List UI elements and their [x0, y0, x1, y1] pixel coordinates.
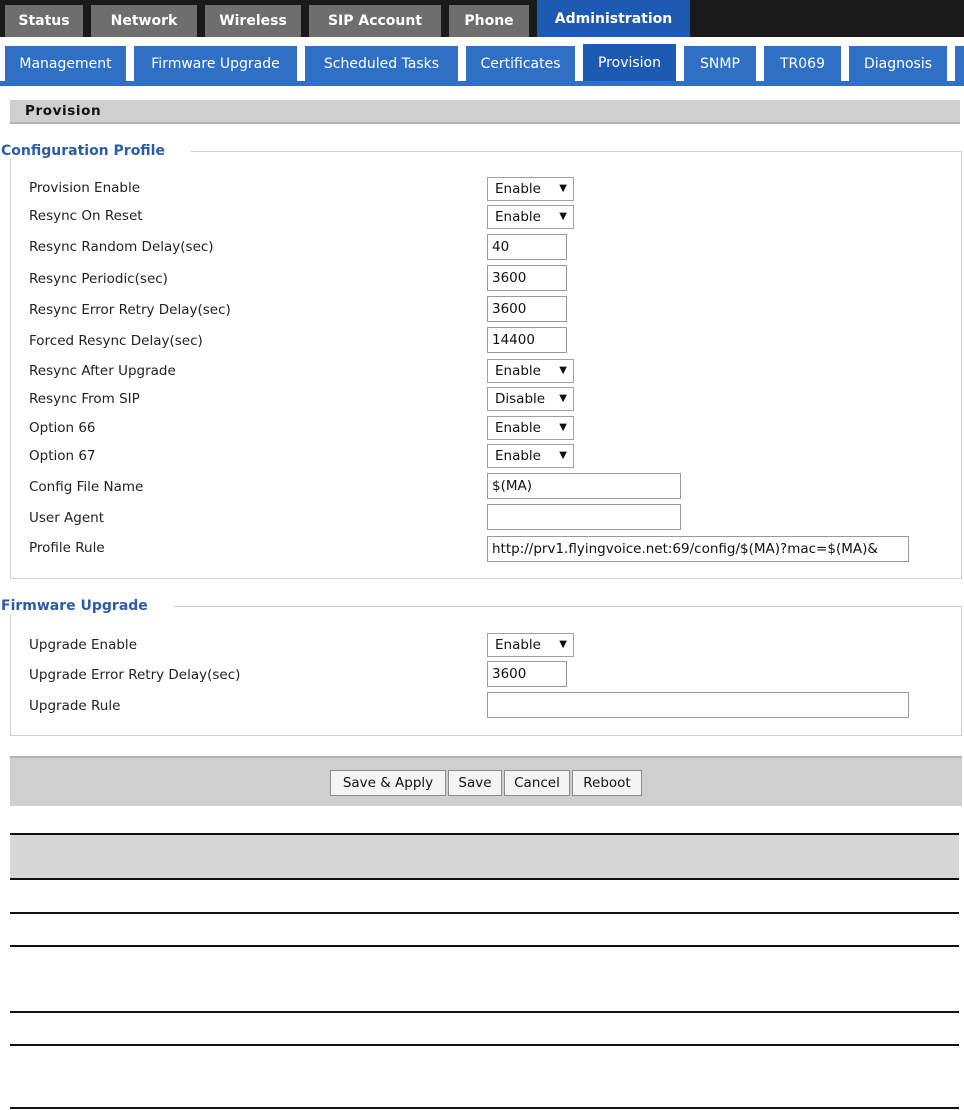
tab-phone[interactable]: Phone	[449, 5, 529, 37]
resync-error-retry-delay-input[interactable]: 3600	[487, 296, 567, 322]
upgrade-enable-label: Upgrade Enable	[29, 637, 137, 653]
user-agent-label: User Agent	[29, 510, 105, 526]
chevron-down-icon: ▼	[559, 393, 567, 404]
tab-wireless[interactable]: Wireless	[205, 5, 301, 37]
table-divider	[10, 1011, 959, 1013]
resync-random-delay-label: Resync Random Delay(sec)	[29, 239, 214, 255]
resync-on-reset-select[interactable]: Enable ▼	[487, 205, 574, 229]
upgrade-enable-select[interactable]: Enable ▼	[487, 633, 574, 657]
top-nav-bar	[0, 0, 964, 37]
tab-network[interactable]: Network	[91, 5, 197, 37]
upgrade-error-retry-delay-input[interactable]: 3600	[487, 661, 567, 687]
action-button-bar	[10, 756, 962, 806]
sub-nav-underline	[0, 81, 964, 86]
table-divider	[10, 1044, 959, 1046]
tab-status[interactable]: Status	[5, 5, 83, 37]
table-divider	[10, 945, 959, 947]
forced-resync-delay-label: Forced Resync Delay(sec)	[29, 333, 203, 349]
table-header-row	[10, 835, 959, 879]
resync-error-retry-delay-label: Resync Error Retry Delay(sec)	[29, 302, 231, 318]
config-file-name-input[interactable]: $(MA)	[487, 473, 681, 499]
table-divider	[10, 1107, 959, 1109]
option-67-label: Option 67	[29, 448, 96, 464]
resync-after-upgrade-label: Resync After Upgrade	[29, 363, 176, 379]
subtab-tr069[interactable]: TR069	[764, 46, 841, 81]
chevron-down-icon: ▼	[559, 211, 567, 222]
table-divider	[10, 878, 959, 880]
save-apply-button[interactable]: Save & Apply	[330, 770, 446, 796]
chevron-down-icon: ▼	[559, 639, 567, 650]
provision-enable-label: Provision Enable	[29, 180, 141, 196]
chevron-down-icon: ▼	[559, 422, 567, 433]
cancel-button[interactable]: Cancel	[504, 770, 570, 796]
tab-administration[interactable]: Administration	[537, 0, 690, 37]
subtab-scheduled-tasks[interactable]: Scheduled Tasks	[305, 46, 458, 81]
resync-after-upgrade-select[interactable]: Enable ▼	[487, 359, 574, 383]
tab-sip-account[interactable]: SIP Account	[309, 5, 441, 37]
subtab-management[interactable]: Management	[5, 46, 126, 81]
page-title: Provision	[10, 100, 960, 124]
option-66-select[interactable]: Enable ▼	[487, 416, 574, 440]
upgrade-rule-input[interactable]	[487, 692, 909, 718]
sub-nav-bar	[0, 37, 964, 86]
resync-from-sip-label: Resync From SIP	[29, 391, 140, 407]
subtab-diagnosis[interactable]: Diagnosis	[849, 46, 947, 81]
chevron-down-icon: ▼	[559, 450, 567, 461]
subtab-firmware-upgrade[interactable]: Firmware Upgrade	[134, 46, 297, 81]
resync-periodic-label: Resync Periodic(sec)	[29, 271, 168, 287]
upgrade-rule-label: Upgrade Rule	[29, 698, 121, 714]
chevron-down-icon: ▼	[559, 365, 567, 376]
option-66-label: Option 66	[29, 420, 96, 436]
resync-periodic-input[interactable]: 3600	[487, 265, 567, 291]
profile-rule-input[interactable]: http://prv1.flyingvoice.net:69/config/$(MA)?mac=$(MA)&	[487, 536, 909, 562]
chevron-down-icon: ▼	[559, 183, 567, 194]
subtab-more[interactable]	[955, 46, 964, 81]
config-file-name-label: Config File Name	[29, 479, 144, 495]
table-divider	[10, 912, 959, 914]
reboot-button[interactable]: Reboot	[572, 770, 642, 796]
save-button[interactable]: Save	[448, 770, 502, 796]
option-67-select[interactable]: Enable ▼	[487, 444, 574, 468]
subtab-provision[interactable]: Provision	[583, 44, 676, 81]
resync-random-delay-input[interactable]: 40	[487, 234, 567, 260]
upgrade-error-retry-delay-label: Upgrade Error Retry Delay(sec)	[29, 667, 241, 683]
profile-rule-label: Profile Rule	[29, 540, 105, 556]
subtab-snmp[interactable]: SNMP	[684, 46, 756, 81]
forced-resync-delay-input[interactable]: 14400	[487, 327, 567, 353]
user-agent-input[interactable]	[487, 504, 681, 530]
firmware-upgrade-legend: Firmware Upgrade	[0, 598, 174, 614]
provision-enable-select[interactable]: Enable ▼	[487, 177, 574, 201]
configuration-profile-legend: Configuration Profile	[0, 143, 191, 159]
resync-from-sip-select[interactable]: Disable ▼	[487, 387, 574, 411]
subtab-certificates[interactable]: Certificates	[466, 46, 575, 81]
resync-on-reset-label: Resync On Reset	[29, 208, 143, 224]
